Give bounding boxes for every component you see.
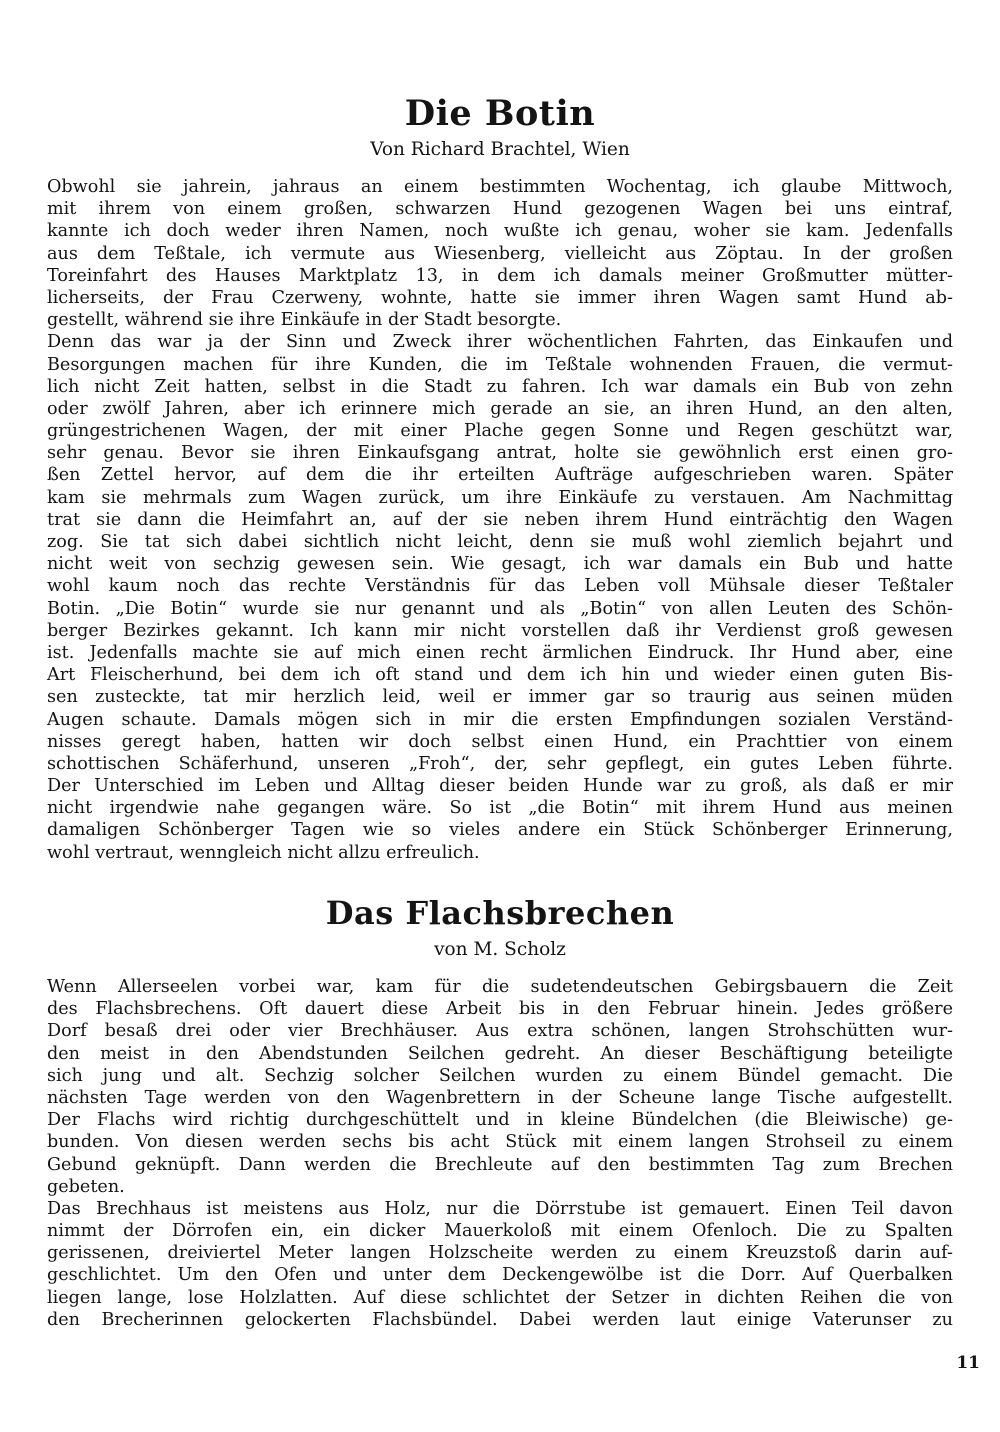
article-title: Das Flachsbrechen [325,894,675,932]
text-line: nicht weit von sechzig gewesen sein. Wie gesagt, ich war damals ein Bub und hatte [47,554,953,575]
text-line: liegen lange, lose Holzlatten. Auf diese schlichtet der Setzer in dichten Reihen die von [47,1287,953,1308]
text-line: bunden. Von diesen werden sechs bis acht Stück mit einem langen Strohseil zu einem [47,1132,953,1153]
text-line: den Brecherinnen gelockerten Flachsbündel. Dabei werden laut einige Vaterunser zu [47,1309,953,1330]
article-byline: Von Richard Brachtel, Wien [370,139,630,160]
article-byline: von M. Scholz [434,939,566,960]
text-line: aus dem Teßtale, ich vermute aus Wiesenberg, vielleicht aus Zöptau. In der großen [47,243,953,264]
text-line: ßen Zettel hervor, auf dem die ihr erteilten Aufträge aufgeschrieben waren. Später [47,465,953,486]
text-line: Denn das war ja der Sinn und Zweck ihrer wöchentlichen Fahrten, das Einkaufen und [47,332,953,353]
article-title: Die Botin [404,93,596,134]
text-line: wohl vertraut, wenngleich nicht allzu erfreulich. [47,842,480,863]
text-line: gerissenen, dreiviertel Meter langen Holzscheite werden zu einem Kreuzstoß darin auf- [47,1243,953,1264]
text-line: kam sie mehrmals zum Wagen zurück, um ihre Einkäufe zu verstauen. Am Nachmittag [47,487,953,508]
text-line: kannte ich doch weder ihren Namen, noch wußte ich genau, woher sie kam. Jedenfalls [47,221,953,242]
text-line: lich nicht Zeit hatten, selbst in die Stadt zu fahren. Ich war damals ein Bub von zehn [47,376,953,397]
text-line: grüngestrichenen Wagen, der mit einer Plache gegen Sonne und Regen geschützt war, [47,421,953,442]
text-line: ist. Jedenfalls machte sie auf mich einen recht ärmlichen Eindruck. Ihr Hund aber, eine [47,642,953,663]
text-line: licherseits, der Frau Czerweny, wohnte, hatte sie immer ihren Wagen samt Hund ab- [47,287,953,308]
text-line: Obwohl sie jahrein, jahraus an einem bestimmten Wochentag, ich glaube Mittwoch, [47,177,953,197]
text-line: Augen schaute. Damals mögen sich in mir die ersten Empfindungen sozialen Verständ- [47,709,953,730]
text-line: Der Flachs wird richtig durchgeschüttelt und in kleine Bündelchen (die Bleiwische) ge- [47,1110,953,1131]
article-body [47,176,953,864]
text-line: damaligen Schönberger Tagen wie so vieles andere ein Stück Schönberger Erinnerung, [47,820,953,841]
text-line: sehr genau. Bevor sie ihren Einkaufsgang antrat, holte sie gewöhnlich erst einen gro- [47,443,953,464]
text-line: Besorgungen machen für ihre Kunden, die im Teßtale wohnenden Frauen, die vermut- [47,354,953,375]
text-line: trat sie dann die Heimfahrt an, auf der sie neben ihrem Hund einträchtig den Wagen [47,509,953,530]
text-line: wohl kaum noch das rechte Verständnis für das Leben voll Mühsale dieser Teßtaler [47,576,953,597]
text-line: nicht irgendwie nahe gegangen wäre. So ist „die Botin“ mit ihrem Hund aus meinen [47,798,953,819]
text-line: sen zusteckte, tat mir herzlich leid, weil er immer gar so traurig aus seinen müden [47,687,953,708]
page-number: 11 [956,1353,980,1373]
text-line: Gebund geknüpft. Dann werden die Brechleute auf den bestimmten Tag zum Brechen [47,1154,953,1175]
text-line: mit ihrem von einem großen, schwarzen Hund gezogenen Wagen bei uns eintraf, [47,199,953,220]
text-line: den meist in den Abendstunden Seilchen gedreht. An dieser Beschäftigung beteiligte [47,1043,953,1064]
text-line: gestellt, während sie ihre Einkäufe in der Stadt besorgte. [47,310,562,331]
text-line: Dorf besaß drei oder vier Brechhäuser. Aus extra schönen, langen Strohschütten wur- [47,1021,953,1042]
text-line: berger Bezirkes gekannt. Ich kann mir nicht vorstellen daß ihr Verdienst groß gewesen [47,620,953,641]
text-line: schottischen Schäferhund, unseren „Froh“, der, sehr gepflegt, ein gutes Leben führte. [47,753,953,774]
text-line: nächsten Tage werden von den Wagenbrettern in der Scheune lange Tische aufgestellt. [47,1087,953,1108]
text-line: oder zwölf Jahren, aber ich erinnere mich gerade an sie, an ihren Hund, an den alten, [47,398,953,419]
text-line: nisses geregt haben, hatten wir doch selbst einen Hund, ein Prachttier von einem [47,731,953,752]
text-line: geschlichtet. Um den Ofen und unter dem Deckengewölbe ist die Dorr. Auf Querbalken [47,1265,953,1286]
article-body [47,976,953,1331]
text-line: Das Brechhaus ist meistens aus Holz, nur die Dörrstube ist gemauert. Einen Teil davon [47,1198,953,1219]
text-line: zog. Sie tat sich dabei sichtlich nicht leicht, denn sie muß wohl ziemlich bejahrt und [47,532,953,552]
text-line: Art Fleischerhund, bei dem ich oft stand und dem ich hin und wieder einen guten Bis- [47,665,953,686]
text-line: Wenn Allerseelen vorbei war, kam für die sudetendeutschen Gebirgsbauern die Zeit [47,977,953,997]
text-line: Botin. „Die Botin“ wurde sie nur genannt und als „Botin“ von allen Leuten des Schön- [47,598,953,619]
text-line: des Flachsbrechens. Oft dauert diese Arbeit bis in den Februar hinein. Jedes größere [47,999,953,1020]
text-line: Der Unterschied im Leben und Alltag dieser beiden Hunde war zu groß, als daß er mir [47,776,953,797]
text-line: Toreinfahrt des Hauses Marktplatz 13, in dem ich damals meiner Großmutter mütter- [47,265,953,286]
text-line: gebeten. [47,1176,125,1197]
text-line: nimmt der Dörrofen ein, ein dicker Mauerkoloß mit einem Ofenloch. Die zu Spalten [47,1221,953,1242]
text-line: sich jung und alt. Sechzig solcher Seilchen wurden zu einem Bündel gemacht. Die [47,1065,953,1086]
